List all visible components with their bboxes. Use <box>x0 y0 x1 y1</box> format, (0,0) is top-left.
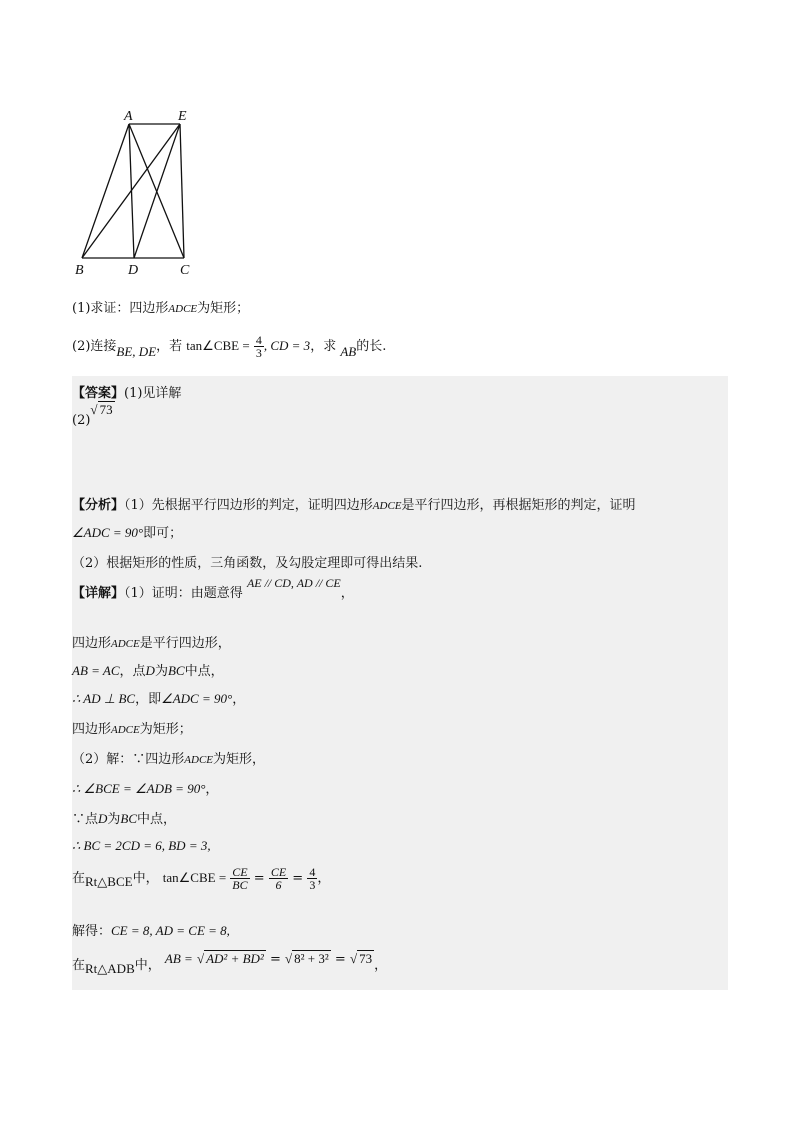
label-C: C <box>180 263 190 278</box>
analysis-line-3: （2）根据矩形的性质，三角函数，及勾股定理即可得出结果. <box>72 556 423 571</box>
segment-AB <box>82 124 129 258</box>
detail-line-3: AB = AC，点D为BC中点， <box>72 663 224 679</box>
segment-EC <box>180 124 184 258</box>
detail-line-9: ∴ BC = 2CD = 6, BD = 3, <box>72 838 211 853</box>
sqrt-73: √ 73 <box>90 402 113 417</box>
label-A: A <box>124 109 133 124</box>
detail-line-7: ∴ ∠BCE = ∠ADB = 90°， <box>72 781 219 797</box>
answer-line-2: (2)√ 73 <box>72 402 113 428</box>
detail-line-8: ∵点D为BC中点， <box>72 811 177 827</box>
detail-line-2: 四边形ADCE是平行四边形， <box>72 636 231 651</box>
figure-lines <box>82 124 184 258</box>
segment-ED <box>134 124 180 258</box>
label-E: E <box>178 109 187 124</box>
solution-panel <box>72 376 728 990</box>
detail-line-1: 【详解】（1）证明：由题意得 AE // CD, AD // CE， <box>72 576 354 601</box>
analysis-line-1: 【分析】（1）先根据平行四边形的判定，证明四边形ADCE是平行四边形，再根据矩形的判定，证明 <box>72 498 636 513</box>
detail-line-11: 解得：CE = 8, AD = CE = 8, <box>72 923 230 939</box>
detail-line-5: 四边形ADCE为矩形； <box>72 722 192 737</box>
question-part-1: (1)求证：四边形ADCE为矩形； <box>72 301 250 316</box>
segment-EB <box>82 124 180 258</box>
detail-line-4: ∴ AD ⊥ BC，即∠ADC = 90°， <box>72 691 246 707</box>
analysis-line-2: ∠ADC = 90°即可； <box>72 525 183 541</box>
detail-line-12: 在Rt△ADB中， AB = √ AD² + BD² = √ 8² + 3² = √ 73 ， <box>72 951 388 976</box>
answer-line-1: 【答案】(1)见详解 <box>72 386 182 401</box>
detail-label: 【详解】 <box>72 586 125 601</box>
geometry-figure <box>72 104 202 284</box>
label-B: B <box>75 263 84 278</box>
detail-line-10: 在Rt△BCE中， tan∠CBE = $\frac{CE}{BC}$ = $\frac{CE}{6}$ = $\frac{4}{3}$ ， <box>72 865 331 892</box>
detail-line-6: （2）解：∵四边形ADCE为矩形， <box>72 752 266 767</box>
answer-label: 【答案】 <box>72 386 125 401</box>
analysis-label: 【分析】 <box>72 498 125 513</box>
label-D: D <box>128 263 139 278</box>
fraction-4-3: $\frac{4}{3}$ <box>255 333 262 360</box>
question-part-2: (2)连接BE, DE，若 tan∠CBE = $\frac{4}{3}$ , CD = 3，求 AB的长. <box>72 333 387 360</box>
